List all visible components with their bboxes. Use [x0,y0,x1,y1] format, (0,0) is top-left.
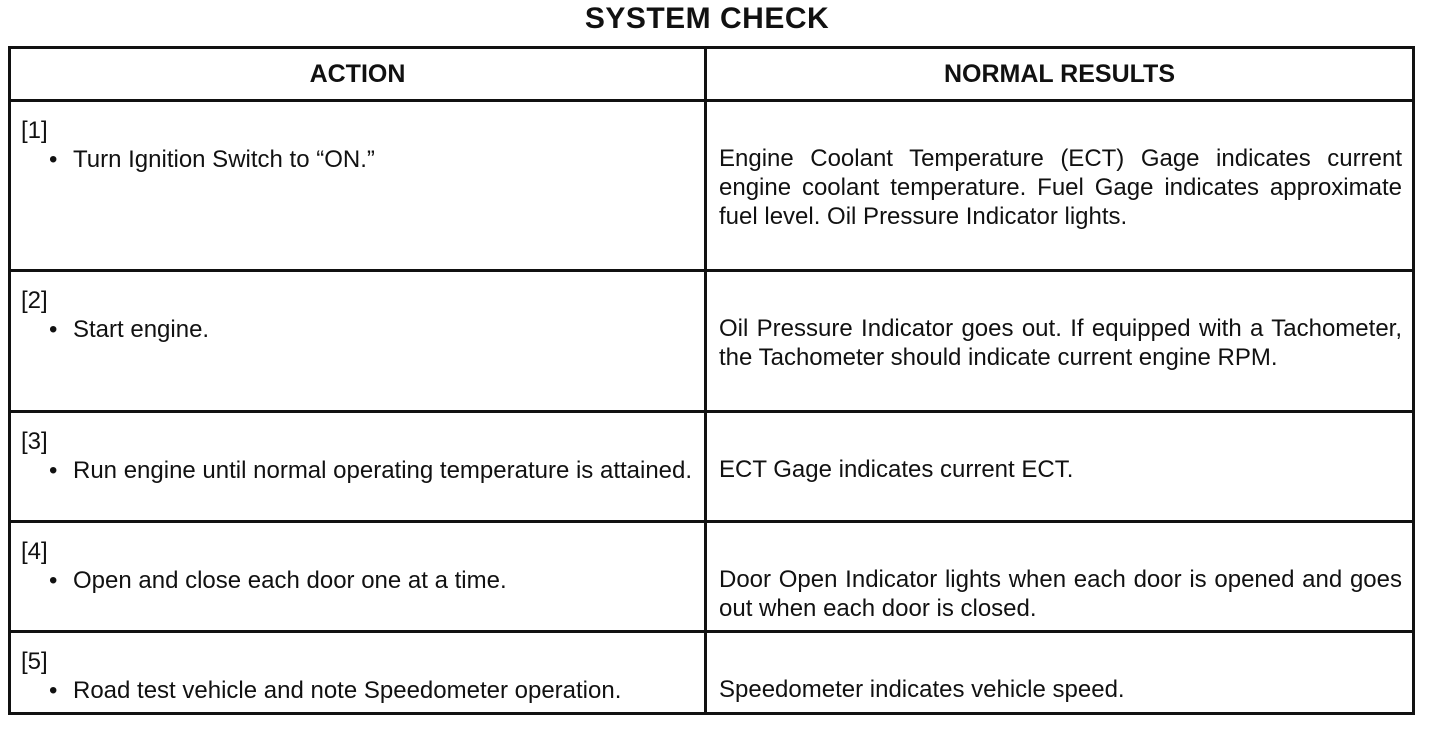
action-text: Start engine. [73,316,210,343]
step-number: [3] [21,428,48,455]
step-number: [5] [21,648,48,675]
step-number: [2] [21,287,48,314]
action-item [21,456,696,485]
step-number: [1] [21,117,48,144]
action-text: Open and close each door one at a time. [73,567,507,594]
result-cell: Oil Pressure Indicator goes out. If equipped with a Tachometer, the Tachometer should indicate current engine RPM. [706,271,1414,412]
table-row [10,412,1414,522]
step-number: [4] [21,538,48,565]
column-header-normal-results: NORMAL RESULTS [706,48,1414,101]
action-cell [10,522,706,632]
header-row [10,48,1414,101]
result-cell: Door Open Indicator lights when each door is opened and goes out when each door is closed. [706,522,1414,632]
action-item [21,315,696,344]
action-item [21,676,696,705]
action-cell [10,101,706,271]
page-title: SYSTEM CHECK [584,2,830,35]
action-text: Turn Ignition Switch to “ON.” [73,146,375,173]
bullet-icon: • [49,677,58,704]
result-cell: Engine Coolant Temperature (ECT) Gage indicates current engine coolant temperature. Fuel Gage indicates approximate fuel level. Oil Pressure Indicator lights. [706,101,1414,271]
result-cell: Speedometer indicates vehicle speed. [706,632,1414,714]
action-text: Road test vehicle and note Speedometer operation. [73,677,622,704]
table-row [10,632,1414,714]
system-check-table [8,46,1415,715]
action-cell [10,412,706,522]
bullet-icon: • [49,146,58,173]
action-cell [10,271,706,412]
table-row [10,522,1414,632]
action-text: Run engine until normal operating temperature is attained. [73,457,693,484]
action-item [21,145,696,174]
column-header-action: ACTION [10,48,706,101]
table-row [10,271,1414,412]
table-row [10,101,1414,271]
result-cell: ECT Gage indicates current ECT. [706,412,1414,522]
bullet-icon: • [49,316,58,343]
bullet-icon: • [49,457,58,484]
action-cell [10,632,706,714]
bullet-icon: • [49,567,58,594]
action-item [21,566,696,595]
